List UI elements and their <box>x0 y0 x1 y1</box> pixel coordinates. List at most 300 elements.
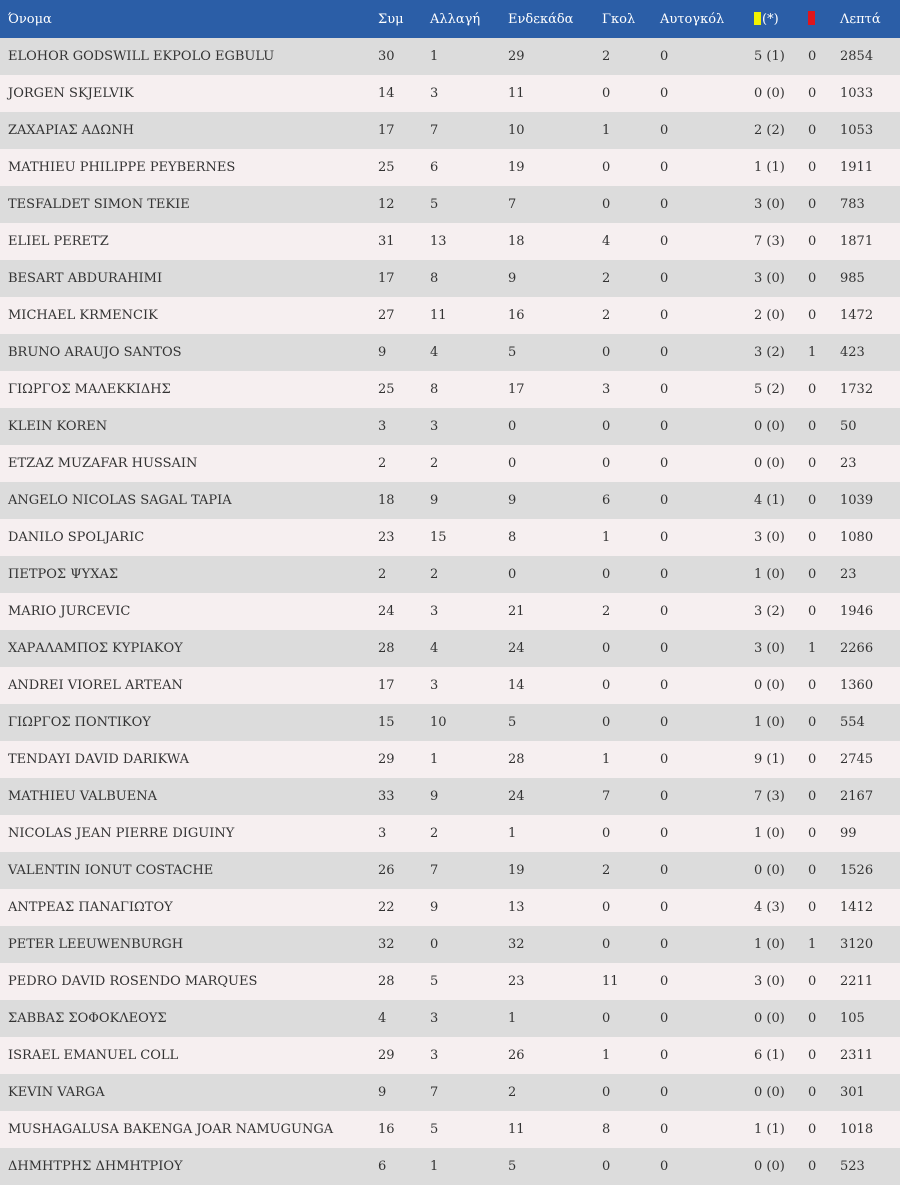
player-name[interactable]: ELOHOR GODSWILL EKPOLO EGBULU <box>8 49 275 64</box>
substitutions: 7 <box>430 1085 439 1100</box>
starts: 14 <box>508 678 525 693</box>
own-goals: 0 <box>660 49 669 64</box>
player-name[interactable]: JORGEN SKJELVIK <box>8 86 134 101</box>
appearances: 2 <box>378 567 387 582</box>
red-cards: 0 <box>808 974 817 989</box>
yellow-cards: 5 (1) <box>754 49 785 64</box>
starts: 10 <box>508 123 525 138</box>
minutes: 1053 <box>840 123 874 138</box>
yellow-cards: 4 (1) <box>754 493 785 508</box>
table-row <box>0 630 900 667</box>
own-goals: 0 <box>660 826 669 841</box>
goals: 0 <box>602 197 611 212</box>
player-name[interactable]: BRUNO ARAUJO SANTOS <box>8 345 182 360</box>
yellow-cards: 0 (0) <box>754 419 785 434</box>
header-sub[interactable]: Αλλαγή <box>430 11 481 27</box>
red-cards: 0 <box>808 49 817 64</box>
player-name[interactable]: PEDRO DAVID ROSENDO MARQUES <box>8 974 258 989</box>
table-row <box>0 223 900 260</box>
goals: 0 <box>602 1011 611 1026</box>
starts: 0 <box>508 456 517 471</box>
header-name[interactable]: Όνομα <box>8 11 52 27</box>
starts: 29 <box>508 49 525 64</box>
starts: 8 <box>508 530 517 545</box>
red-cards: 0 <box>808 271 817 286</box>
player-name[interactable]: ISRAEL EMANUEL COLL <box>8 1048 179 1063</box>
player-name[interactable]: ΣΑΒΒΑΣ ΣΟΦΟΚΛΕΟΥΣ <box>8 1011 167 1026</box>
appearances: 25 <box>378 160 395 175</box>
table-row <box>0 926 900 963</box>
yellow-cards: 5 (2) <box>754 382 785 397</box>
substitutions: 5 <box>430 1122 439 1137</box>
player-name[interactable]: KEVIN VARGA <box>8 1085 105 1100</box>
yellow-card-icon <box>754 12 761 25</box>
red-cards: 1 <box>808 641 817 656</box>
red-cards: 0 <box>808 308 817 323</box>
minutes: 301 <box>840 1085 865 1100</box>
player-name[interactable]: BESART ABDURAHIMI <box>8 271 163 286</box>
own-goals: 0 <box>660 678 669 693</box>
starts: 32 <box>508 937 525 952</box>
own-goals: 0 <box>660 1085 669 1100</box>
yellow-cards: 9 (1) <box>754 752 785 767</box>
goals: 0 <box>602 160 611 175</box>
goals: 1 <box>602 1048 611 1063</box>
substitutions: 8 <box>430 382 439 397</box>
substitutions: 3 <box>430 604 439 619</box>
goals: 0 <box>602 1159 611 1174</box>
substitutions: 15 <box>430 530 447 545</box>
own-goals: 0 <box>660 419 669 434</box>
header-own-goals[interactable]: Αυτογκόλ <box>660 11 725 27</box>
goals: 0 <box>602 715 611 730</box>
player-name[interactable]: PETER LEEUWENBURGH <box>8 937 184 952</box>
own-goals: 0 <box>660 197 669 212</box>
player-name[interactable]: ΔΗΜΗΤΡΗΣ ΔΗΜΗΤΡΙΟΥ <box>8 1159 183 1174</box>
starts: 2 <box>508 1085 517 1100</box>
minutes: 423 <box>840 345 865 360</box>
substitutions: 1 <box>430 1159 439 1174</box>
red-cards: 1 <box>808 345 817 360</box>
yellow-cards: 1 (1) <box>754 160 785 175</box>
substitutions: 3 <box>430 678 439 693</box>
yellow-cards: 7 (3) <box>754 789 785 804</box>
table-row <box>0 149 900 186</box>
goals: 0 <box>602 419 611 434</box>
minutes: 2745 <box>840 752 874 767</box>
starts: 24 <box>508 789 525 804</box>
starts: 5 <box>508 345 517 360</box>
player-name[interactable]: TENDAYI DAVID DARIKWA <box>8 752 189 767</box>
player-name[interactable]: ΑΝΤΡΕΑΣ ΠΑΝΑΓΙΩΤΟΥ <box>8 900 173 915</box>
starts: 5 <box>508 715 517 730</box>
player-name[interactable]: ΠΕΤΡΟΣ ΨΥΧΑΣ <box>8 567 119 582</box>
table-row <box>0 815 900 852</box>
own-goals: 0 <box>660 789 669 804</box>
own-goals: 0 <box>660 1048 669 1063</box>
appearances: 14 <box>378 86 395 101</box>
red-cards: 0 <box>808 160 817 175</box>
minutes: 1472 <box>840 308 874 323</box>
appearances: 31 <box>378 234 395 249</box>
minutes: 1871 <box>840 234 874 249</box>
red-card-icon <box>808 11 815 25</box>
player-name[interactable]: VALENTIN IONUT COSTACHE <box>8 863 214 878</box>
yellow-cards: 1 (0) <box>754 715 785 730</box>
minutes: 23 <box>840 567 857 582</box>
player-name[interactable]: MATHIEU PHILIPPE PEYBERNES <box>8 160 236 175</box>
appearances: 4 <box>378 1011 387 1026</box>
player-name[interactable]: MATHIEU VALBUENA <box>8 789 157 804</box>
minutes: 50 <box>840 419 857 434</box>
red-cards: 0 <box>808 715 817 730</box>
substitutions: 5 <box>430 197 439 212</box>
goals: 0 <box>602 678 611 693</box>
yellow-cards: 0 (0) <box>754 1011 785 1026</box>
own-goals: 0 <box>660 567 669 582</box>
own-goals: 0 <box>660 382 669 397</box>
starts: 1 <box>508 1011 517 1026</box>
yellow-cards: 7 (3) <box>754 234 785 249</box>
appearances: 28 <box>378 974 395 989</box>
starts: 28 <box>508 752 525 767</box>
table-header-row <box>0 0 900 38</box>
goals: 1 <box>602 123 611 138</box>
appearances: 27 <box>378 308 395 323</box>
table-row <box>0 519 900 556</box>
starts: 26 <box>508 1048 525 1063</box>
yellow-cards: 3 (0) <box>754 641 785 656</box>
goals: 1 <box>602 752 611 767</box>
red-cards: 1 <box>808 937 817 952</box>
red-cards: 0 <box>808 493 817 508</box>
table-row <box>0 1037 900 1074</box>
table-row <box>0 260 900 297</box>
appearances: 3 <box>378 419 387 434</box>
goals: 4 <box>602 234 611 249</box>
starts: 5 <box>508 1159 517 1174</box>
player-name[interactable]: ANDREI VIOREL ARTEAN <box>8 678 183 693</box>
yellow-cards: 3 (2) <box>754 345 785 360</box>
appearances: 23 <box>378 530 395 545</box>
yellow-cards: 1 (0) <box>754 567 785 582</box>
appearances: 33 <box>378 789 395 804</box>
header-goals[interactable]: Γκολ <box>602 11 636 27</box>
header-apps[interactable]: Συμ <box>378 11 404 27</box>
substitutions: 7 <box>430 123 439 138</box>
substitutions: 4 <box>430 641 439 656</box>
red-cards: 0 <box>808 1011 817 1026</box>
player-name[interactable]: DANILO SPOLJARIC <box>8 530 145 545</box>
appearances: 17 <box>378 678 395 693</box>
own-goals: 0 <box>660 900 669 915</box>
red-cards: 0 <box>808 1085 817 1100</box>
yellow-cards: 3 (0) <box>754 974 785 989</box>
red-cards: 0 <box>808 86 817 101</box>
table-row <box>0 112 900 149</box>
minutes: 99 <box>840 826 857 841</box>
minutes: 105 <box>840 1011 865 1026</box>
starts: 19 <box>508 160 525 175</box>
appearances: 9 <box>378 1085 387 1100</box>
yellow-cards: 0 (0) <box>754 86 785 101</box>
red-cards: 0 <box>808 456 817 471</box>
minutes: 1360 <box>840 678 874 693</box>
goals: 2 <box>602 863 611 878</box>
yellow-cards: 0 (0) <box>754 1159 785 1174</box>
table-row <box>0 408 900 445</box>
goals: 3 <box>602 382 611 397</box>
table-row <box>0 445 900 482</box>
yellow-cards: 3 (0) <box>754 197 785 212</box>
red-cards: 0 <box>808 1159 817 1174</box>
red-cards: 0 <box>808 234 817 249</box>
minutes: 2266 <box>840 641 874 656</box>
own-goals: 0 <box>660 1011 669 1026</box>
appearances: 17 <box>378 271 395 286</box>
substitutions: 10 <box>430 715 447 730</box>
starts: 11 <box>508 1122 525 1137</box>
table-row <box>0 778 900 815</box>
table-row <box>0 38 900 75</box>
appearances: 32 <box>378 937 395 952</box>
starts: 1 <box>508 826 517 841</box>
red-cards: 0 <box>808 530 817 545</box>
yellow-cards: 1 (0) <box>754 937 785 952</box>
starts: 16 <box>508 308 525 323</box>
header-yellow[interactable] <box>754 0 808 38</box>
yellow-cards: 1 (0) <box>754 826 785 841</box>
goals: 11 <box>602 974 619 989</box>
substitutions: 2 <box>430 826 439 841</box>
substitutions: 7 <box>430 863 439 878</box>
player-name[interactable]: ANGELO NICOLAS SAGAL TAPIA <box>8 493 232 508</box>
own-goals: 0 <box>660 641 669 656</box>
table-row <box>0 593 900 630</box>
red-cards: 0 <box>808 752 817 767</box>
yellow-cards: 0 (0) <box>754 678 785 693</box>
yellow-cards: 0 (0) <box>754 863 785 878</box>
starts: 13 <box>508 900 525 915</box>
starts: 24 <box>508 641 525 656</box>
goals: 8 <box>602 1122 611 1137</box>
red-cards: 0 <box>808 604 817 619</box>
own-goals: 0 <box>660 345 669 360</box>
player-name[interactable]: ΖΑΧΑΡΙΑΣ ΑΔΩΝΗ <box>8 123 134 138</box>
own-goals: 0 <box>660 937 669 952</box>
goals: 0 <box>602 937 611 952</box>
substitutions: 9 <box>430 789 439 804</box>
player-name[interactable]: ΓΙΩΡΓΟΣ ΠΟΝΤΙΚΟΥ <box>8 715 151 730</box>
starts: 9 <box>508 271 517 286</box>
appearances: 17 <box>378 123 395 138</box>
yellow-cards: 0 (0) <box>754 1085 785 1100</box>
yellow-cards: 1 (1) <box>754 1122 785 1137</box>
table-row <box>0 1074 900 1111</box>
appearances: 29 <box>378 752 395 767</box>
starts: 0 <box>508 567 517 582</box>
substitutions: 3 <box>430 1048 439 1063</box>
substitutions: 5 <box>430 974 439 989</box>
red-cards: 0 <box>808 197 817 212</box>
minutes: 2167 <box>840 789 874 804</box>
own-goals: 0 <box>660 715 669 730</box>
table-row <box>0 963 900 1000</box>
minutes: 985 <box>840 271 865 286</box>
minutes: 783 <box>840 197 865 212</box>
appearances: 2 <box>378 456 387 471</box>
red-cards: 0 <box>808 678 817 693</box>
own-goals: 0 <box>660 974 669 989</box>
minutes: 2311 <box>840 1048 874 1063</box>
red-cards: 0 <box>808 1048 817 1063</box>
appearances: 16 <box>378 1122 395 1137</box>
substitutions: 4 <box>430 345 439 360</box>
yellow-cards: 2 (2) <box>754 123 785 138</box>
player-name[interactable]: MARIO JURCEVIC <box>8 604 131 619</box>
starts: 0 <box>508 419 517 434</box>
minutes: 2854 <box>840 49 874 64</box>
appearances: 30 <box>378 49 395 64</box>
goals: 2 <box>602 308 611 323</box>
goals: 0 <box>602 345 611 360</box>
own-goals: 0 <box>660 1159 669 1174</box>
appearances: 12 <box>378 197 395 212</box>
appearances: 3 <box>378 826 387 841</box>
player-name[interactable]: ΓΙΩΡΓΟΣ ΜΑΛΕΚΚΙΔΗΣ <box>8 382 171 397</box>
table-row <box>0 75 900 112</box>
minutes: 1911 <box>840 160 874 175</box>
goals: 6 <box>602 493 611 508</box>
yellow-cards: 2 (0) <box>754 308 785 323</box>
table-row <box>0 482 900 519</box>
goals: 0 <box>602 567 611 582</box>
own-goals: 0 <box>660 530 669 545</box>
substitutions: 0 <box>430 937 439 952</box>
substitutions: 9 <box>430 900 439 915</box>
goals: 0 <box>602 826 611 841</box>
minutes: 2211 <box>840 974 874 989</box>
own-goals: 0 <box>660 863 669 878</box>
appearances: 25 <box>378 382 395 397</box>
red-cards: 0 <box>808 826 817 841</box>
minutes: 1526 <box>840 863 874 878</box>
table-row <box>0 667 900 704</box>
own-goals: 0 <box>660 271 669 286</box>
own-goals: 0 <box>660 160 669 175</box>
substitutions: 3 <box>430 86 439 101</box>
minutes: 1732 <box>840 382 874 397</box>
yellow-cards: 0 (0) <box>754 456 785 471</box>
own-goals: 0 <box>660 86 669 101</box>
header-yellow-label: (*) <box>762 11 779 27</box>
substitutions: 2 <box>430 456 439 471</box>
player-name[interactable]: ELIEL PERETZ <box>8 234 109 249</box>
yellow-cards: 3 (2) <box>754 604 785 619</box>
header-minutes[interactable]: Λεπτά <box>840 11 881 27</box>
red-cards: 0 <box>808 863 817 878</box>
table-row <box>0 371 900 408</box>
appearances: 6 <box>378 1159 387 1174</box>
own-goals: 0 <box>660 234 669 249</box>
table-row <box>0 704 900 741</box>
table-row <box>0 334 900 371</box>
appearances: 9 <box>378 345 387 360</box>
player-name[interactable]: MICHAEL KRMENCIK <box>8 308 158 323</box>
own-goals: 0 <box>660 456 669 471</box>
starts: 23 <box>508 974 525 989</box>
substitutions: 9 <box>430 493 439 508</box>
player-name[interactable]: TESFALDET SIMON TEKIE <box>8 197 190 212</box>
red-cards: 0 <box>808 419 817 434</box>
starts: 18 <box>508 234 525 249</box>
table-row <box>0 852 900 889</box>
player-name[interactable]: ETZAZ MUZAFAR HUSSAIN <box>8 456 198 471</box>
appearances: 15 <box>378 715 395 730</box>
starts: 19 <box>508 863 525 878</box>
table-row <box>0 741 900 778</box>
yellow-cards: 3 (0) <box>754 271 785 286</box>
minutes: 1018 <box>840 1122 874 1137</box>
minutes: 1033 <box>840 86 874 101</box>
substitutions: 2 <box>430 567 439 582</box>
minutes: 23 <box>840 456 857 471</box>
yellow-cards: 3 (0) <box>754 530 785 545</box>
own-goals: 0 <box>660 308 669 323</box>
yellow-cards: 6 (1) <box>754 1048 785 1063</box>
player-name[interactable]: MUSHAGALUSA BAKENGA JOAR NAMUGUNGA <box>8 1122 334 1137</box>
own-goals: 0 <box>660 123 669 138</box>
goals: 0 <box>602 86 611 101</box>
player-name[interactable]: KLEIN KOREN <box>8 419 108 434</box>
appearances: 29 <box>378 1048 395 1063</box>
red-cards: 0 <box>808 382 817 397</box>
red-cards: 0 <box>808 123 817 138</box>
substitutions: 3 <box>430 419 439 434</box>
substitutions: 1 <box>430 49 439 64</box>
goals: 0 <box>602 1085 611 1100</box>
starts: 11 <box>508 86 525 101</box>
table-row <box>0 1000 900 1037</box>
minutes: 554 <box>840 715 865 730</box>
player-name[interactable]: NICOLAS JEAN PIERRE DIGUINY <box>8 826 235 841</box>
minutes: 523 <box>840 1159 865 1174</box>
minutes: 1946 <box>840 604 874 619</box>
header-red[interactable] <box>808 0 840 38</box>
goals: 2 <box>602 604 611 619</box>
yellow-cards: 4 (3) <box>754 900 785 915</box>
substitutions: 6 <box>430 160 439 175</box>
table-row <box>0 556 900 593</box>
minutes: 1080 <box>840 530 874 545</box>
appearances: 18 <box>378 493 395 508</box>
player-name[interactable]: ΧΑΡΑΛΑΜΠΟΣ ΚΥΡΙΑΚΟΥ <box>8 641 183 656</box>
red-cards: 0 <box>808 1122 817 1137</box>
starts: 17 <box>508 382 525 397</box>
minutes: 1039 <box>840 493 874 508</box>
header-starts[interactable]: Ενδεκάδα <box>508 11 574 27</box>
starts: 9 <box>508 493 517 508</box>
goals: 1 <box>602 530 611 545</box>
own-goals: 0 <box>660 752 669 767</box>
appearances: 28 <box>378 641 395 656</box>
starts: 7 <box>508 197 517 212</box>
table-row <box>0 1111 900 1148</box>
appearances: 22 <box>378 900 395 915</box>
starts: 21 <box>508 604 525 619</box>
red-cards: 0 <box>808 567 817 582</box>
substitutions: 11 <box>430 308 447 323</box>
